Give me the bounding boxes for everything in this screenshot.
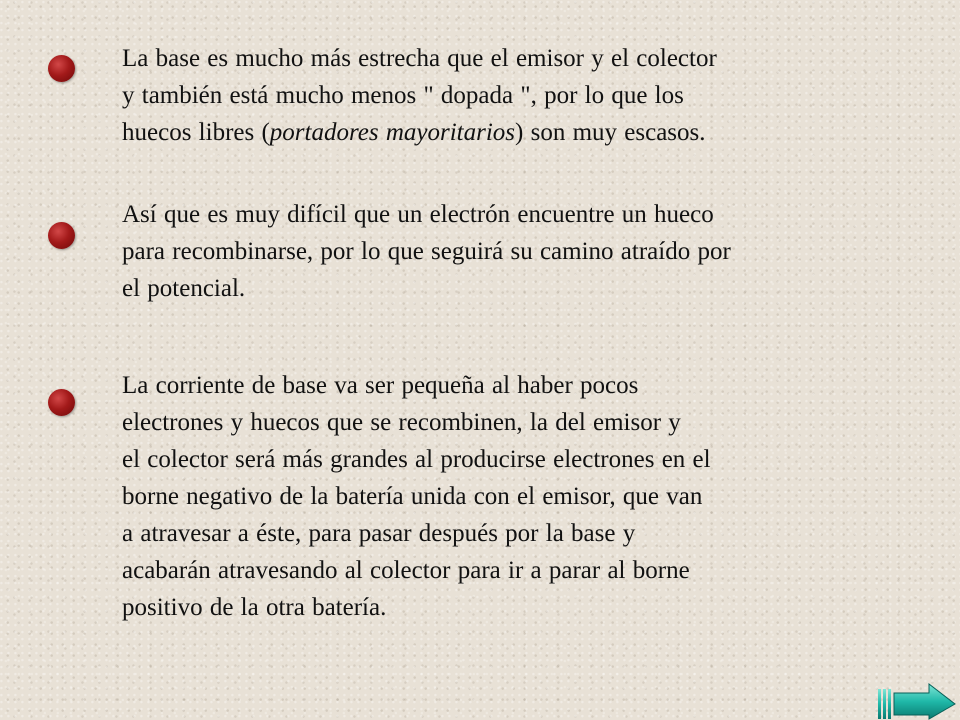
paragraph-3-line-4: borne negativo de la batería unida con el emisor, que van bbox=[122, 483, 703, 510]
paragraph-2-line-3: el potencial. bbox=[122, 275, 246, 302]
bullet-icon bbox=[48, 222, 75, 249]
bullet-icon bbox=[48, 55, 75, 82]
paragraph-3-line-1: La corriente de base va ser pequeña al haber pocos bbox=[122, 372, 639, 399]
paragraph-3-line-7: positivo de la otra batería. bbox=[122, 594, 387, 621]
paragraph-2 bbox=[122, 196, 912, 307]
paragraph-1-line-1: La base es mucho más estrecha que el emisor y el colector bbox=[122, 45, 717, 72]
paragraph-1-italic-term: portadores mayoritarios bbox=[269, 119, 516, 146]
paragraph-3-line-3: el colector será más grandes al producirse electrones en el bbox=[122, 446, 711, 473]
next-slide-button[interactable] bbox=[877, 678, 957, 720]
paragraph-1-line-3-start: huecos libres ( bbox=[122, 119, 270, 146]
paragraph-3-line-6: acabarán atravesando al colector para ir a parar al borne bbox=[122, 557, 690, 584]
paragraph-2-line-1: Así que es muy difícil que un electrón encuentre un hueco bbox=[122, 201, 714, 228]
paragraph-2-line-2: para recombinarse, por lo que seguirá su camino atraído por bbox=[122, 238, 731, 265]
paragraph-1 bbox=[122, 40, 912, 151]
paragraph-1-line-2: y también está mucho menos " dopada ", por lo que los bbox=[122, 82, 684, 109]
paragraph-1-line-3-end: ) son muy escasos. bbox=[515, 119, 706, 146]
next-arrow-icon bbox=[877, 678, 957, 720]
bullet-icon bbox=[48, 389, 75, 416]
paragraph-3 bbox=[122, 367, 912, 626]
paragraph-3-line-2: electrones y huecos que se recombinen, la del emisor y bbox=[122, 409, 681, 436]
paragraph-3-line-5: a atravesar a éste, para pasar después por la base y bbox=[122, 520, 636, 547]
